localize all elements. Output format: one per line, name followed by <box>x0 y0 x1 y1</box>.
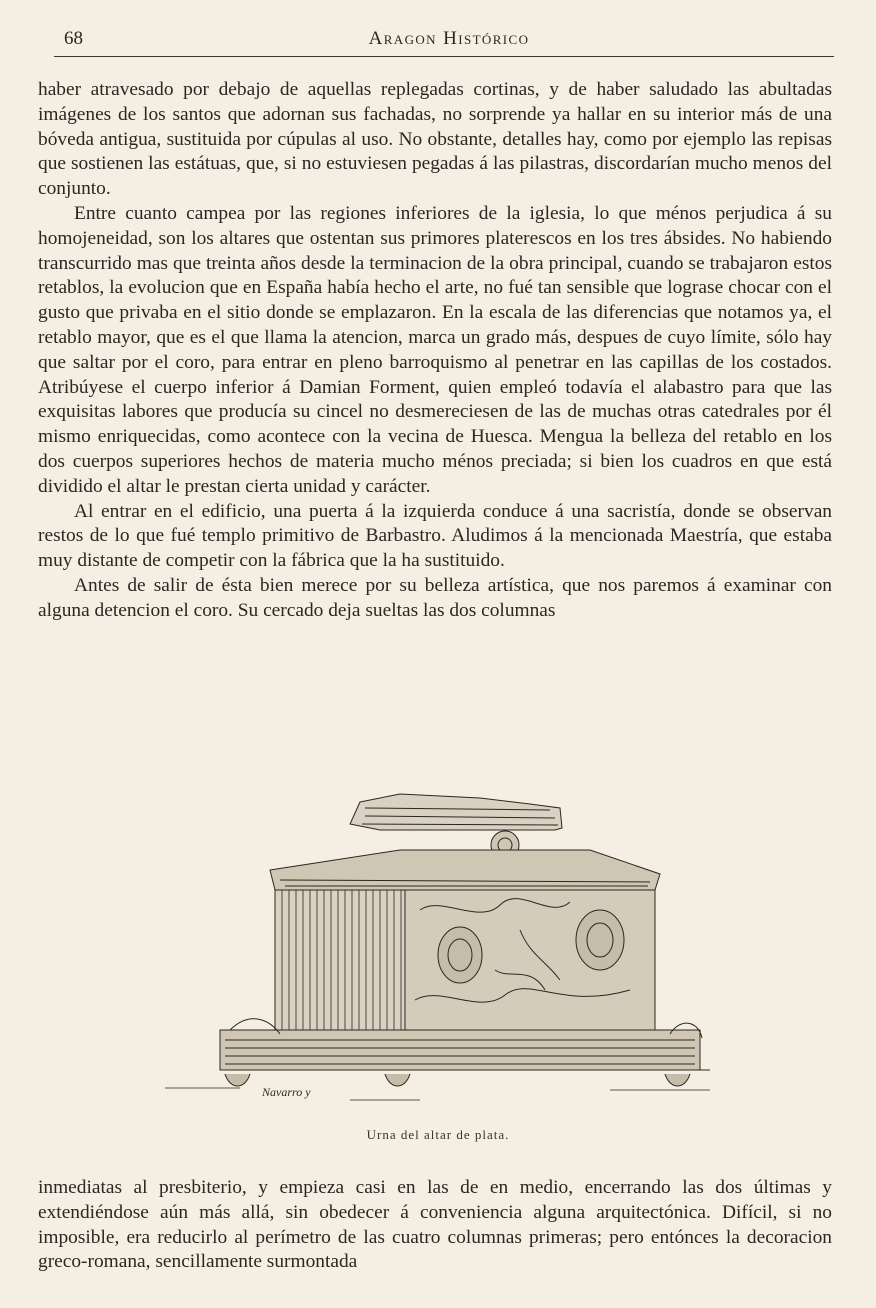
page-number: 68 <box>64 28 83 49</box>
paragraph: Antes de salir de ésta bien merece por su belleza artística, que nos paremos á examinar con alguna detencion el coro. Su cercado deja sueltas las dos columnas <box>38 574 832 621</box>
urn-engraving <box>150 790 730 1120</box>
body-text-lower <box>38 1176 832 1275</box>
paragraph: inmediatas al presbiterio, y empieza casi en las de en medio, encerrando las dos últimas y extendiéndose aún más allá, sin obedecer á conveniencia alguna arquitectónica. Difícil, si no imposible, era reducirlo al perímetro de las cuatro columnas primeras; pero entónces la decoracion greco-romana, sencillamente surmontada <box>38 1177 832 1273</box>
running-head: Aragon Histórico <box>368 28 530 49</box>
urn-illustration <box>150 790 730 1120</box>
paragraph: haber atravesado por debajo de aquellas replegadas cortinas, y de haber saludado las abultadas imágenes de los santos que adornan sus fachadas, no sorprende ya hallar en su interior más de una bóveda antigua, sustituida por cúpulas al uso. No obstante, detalles hay, como por ejemplo las repisas que sostienen las estátuas, que, si no estuviesen pegadas á las pilastras, discordarían mucho menos del conjunto. <box>38 79 832 200</box>
page-header <box>64 28 834 52</box>
body-text-upper <box>38 78 832 624</box>
paragraph: Al entrar en el edificio, una puerta á la izquierda conduce á una sacristía, donde se observan restos de lo que fué templo primitivo de Barbastro. Aludimos á la mencionada Maestría, que estaba muy distante de competir con la fábrica que la ha sustituido. <box>38 500 832 572</box>
figure-caption: Urna del altar de plata. <box>366 1127 510 1142</box>
header-rule <box>54 56 834 57</box>
engraver-signature: Navarro y <box>262 1085 311 1099</box>
paragraph: Entre cuanto campea por las regiones inferiores de la iglesia, lo que ménos perjudica á su homojeneidad, son los altares que ostentan sus primores platerescos en los tres ábsides. No habiendo transcurrido mas que treinta años desde la terminacion de la obra principal, cuando se trabajaron estos retablos, la evolucion que en España había hecho el arte, no fué tan sensible que lograse chocar con el gusto que privaba en el sitio donde se emplazaron. En la escala de las diferencias que notamos ya, el retablo mayor, que es el que llama la atencion, marca un grado más, despues de cuyo límite, sólo hay que saltar por el coro, para entrar en pleno barroquismo al penetrar en las capillas de los costados. Atribúyese el cuerpo inferior á Damian Forment, quien empleó todavía el alabastro para que las exquisitas labores que producía su cincel no desmereciesen de las de muchas otras catedrales por él mismo enriquecidas, como acontece con la vecina de Huesca. Mengua la belleza del retablo en los dos cuerpos superiores hechos de materia mucho ménos preciada; si bien los cuadros en que está dividido el altar le prestan cierta unidad y carácter. <box>38 202 832 497</box>
